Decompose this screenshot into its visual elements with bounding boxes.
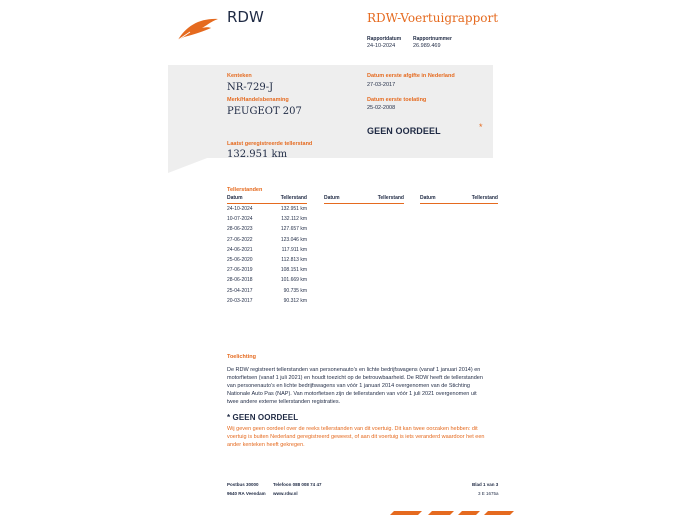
rdw-logo-icon	[176, 16, 220, 42]
kenteken-label: Kenteken	[227, 73, 252, 79]
row-datum: 25-04-2017	[227, 287, 253, 294]
table-row	[227, 257, 307, 265]
row-tellerstand: 112.813 km	[281, 257, 307, 263]
row-datum: 27-06-2019	[227, 267, 253, 274]
text-line: De RDW registreert tellerstanden van personenauto’s en lichte bedrijfswagens (vanaf 1 januari 2014) en	[227, 367, 481, 373]
row-tellerstand: 90.312 km	[283, 297, 307, 304]
row-datum: 24-10-2024	[227, 206, 253, 212]
table-row	[227, 226, 307, 234]
merk-label: Merk/Handelsbenaming	[227, 97, 289, 103]
decor-bar-4	[484, 511, 514, 515]
row-datum: 24-06-2021	[227, 246, 253, 253]
footer-plaats: 9640 RA Veendam	[227, 491, 266, 496]
brand-name: RDW	[227, 8, 264, 26]
text-line: Nationale Auto Pas (NAP). Van motorfietsen zijn de tellerstanden van vóór 1 juli 2021 overgenomen uit	[227, 391, 477, 397]
row-datum: 28-06-2018	[227, 277, 253, 284]
row-datum: 28-06-2023	[227, 226, 253, 233]
table-row	[227, 216, 307, 224]
table-header-2	[324, 195, 404, 204]
toelichting-text	[227, 366, 499, 406]
row-tellerstand: 101.669 km	[280, 277, 307, 284]
toelating-label: Datum eerste toelating	[367, 97, 427, 103]
kenteken-value: NR-729-J	[227, 82, 274, 93]
text-line: motorfietsen (vanaf 1 juli 2021) en houdt toezicht op de betrouwbaarheid. De RDW heeft de tellerstanden	[227, 375, 483, 381]
text-line: Wij geven geen oordeel over de reeks tellerstanden van dit voertuig. Dit kan twee oorzaken hebben: dit	[227, 426, 478, 432]
document-title: RDW-Voertuigrapport	[367, 11, 499, 25]
rapportnummer-value: 26.989.469	[413, 43, 441, 49]
row-tellerstand: 127.657 km	[280, 226, 307, 233]
row-tellerstand: 90.735 km	[283, 287, 307, 294]
table-header-3	[420, 195, 498, 204]
table-header-1	[227, 195, 307, 204]
rapportdatum-label: Rapportdatum	[367, 36, 402, 42]
table-row	[227, 206, 307, 214]
table-row	[227, 298, 307, 306]
toelating-nl-label: Datum eerste afgifte in Nederland	[367, 73, 455, 79]
footer-blad: Blad 1 van 3	[472, 482, 499, 487]
toelating-value: 25-02-2008	[367, 105, 396, 111]
verdict-explanation	[227, 425, 499, 449]
row-datum: 10-07-2024	[227, 216, 253, 223]
row-datum: 27-06-2022	[227, 236, 253, 243]
row-tellerstand: 108.151 km	[280, 267, 307, 274]
table-row	[227, 237, 307, 245]
verdict-star: *	[479, 122, 483, 132]
decor-bar-1	[390, 511, 422, 515]
text-line: van personenauto’s en lichte bedrijfswagens van vóór 1 januari 2014 overgenomen van de Stichting	[227, 383, 470, 389]
tellerstanden-rows	[227, 206, 307, 306]
tellerstanden-title: Tellerstanden	[227, 187, 263, 193]
toelichting-title: Toelichting	[227, 354, 256, 360]
tellerstand-value: 132.951 km	[227, 149, 288, 160]
col-stand-3: Tellerstand	[471, 195, 498, 201]
text-line: voertuig is buiten Nederland geregistreerd geweest, of aan dit voertuig is iets veranderd waardoor het een	[227, 434, 485, 440]
table-row	[227, 247, 307, 255]
col-stand-1: Tellerstand	[280, 195, 307, 201]
col-datum-3: Datum	[420, 195, 436, 201]
merk-value: PEUGEOT 207	[227, 106, 302, 117]
col-stand-2: Tellerstand	[377, 195, 404, 201]
table-row	[227, 267, 307, 275]
row-datum: 25-06-2020	[227, 257, 253, 263]
footer-postbus: Postbus 30000	[227, 482, 259, 487]
row-datum: 20-03-2017	[227, 297, 253, 304]
col-datum-2: Datum	[324, 195, 340, 201]
table-row	[227, 277, 307, 285]
band-tail	[168, 150, 228, 173]
verdict-heading: * GEEN OORDEEL	[227, 413, 299, 422]
row-tellerstand: 123.046 km	[280, 236, 307, 243]
verdict-badge: GEEN OORDEEL	[367, 126, 441, 136]
row-tellerstand: 132.112 km	[281, 216, 307, 223]
footer-website[interactable]: www.rdw.nl	[273, 491, 298, 496]
rapportnummer-label: Rapportnummer	[413, 36, 452, 42]
row-tellerstand: 117.911 km	[281, 246, 307, 253]
tellerstand-label: Laatst geregistreerde tellerstand	[227, 141, 313, 147]
decor-bar-3	[458, 511, 480, 515]
rapportdatum-value: 24-10-2024	[367, 43, 396, 49]
decor-bar-2	[428, 511, 454, 515]
footer-code: 3 E 1675a	[478, 491, 499, 496]
footer-telefoon: Telefoon 088 008 74 47	[273, 482, 322, 487]
col-datum-1: Datum	[227, 195, 243, 201]
table-row	[227, 288, 307, 296]
toelating-nl-value: 27-03-2017	[367, 82, 396, 88]
row-tellerstand: 132.951 km	[280, 206, 307, 212]
text-line: twee andere externe tellerstanden registraties.	[227, 399, 341, 405]
text-line: ander kenteken heeft gekregen.	[227, 442, 305, 448]
